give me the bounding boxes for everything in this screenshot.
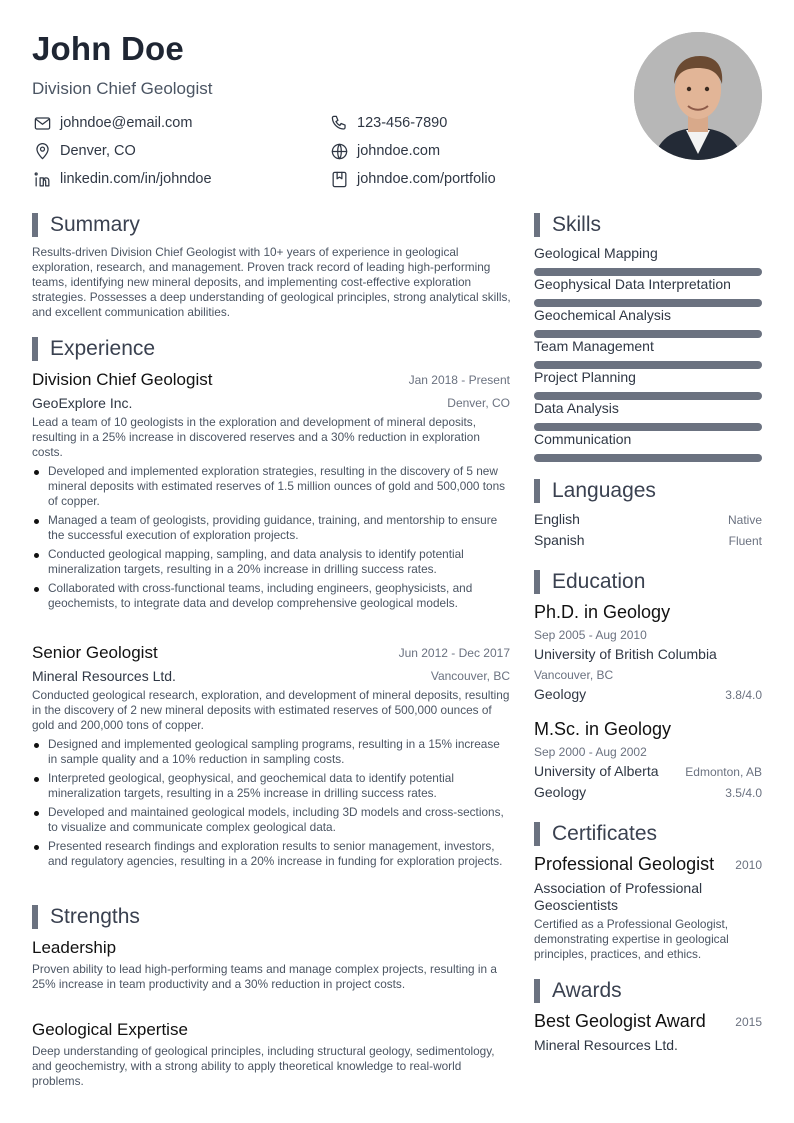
contact-portfolio[interactable]: [329, 169, 496, 189]
certificate-year: 2010: [735, 858, 762, 872]
list-item: [32, 581, 512, 611]
edu-field-row: [534, 686, 762, 702]
edu-location: Vancouver, BC: [534, 668, 614, 682]
edu-dates: Sep 2000 - Aug 2002: [534, 745, 647, 759]
candidate-headline: Division Chief Geologist: [32, 79, 213, 98]
job-dates: Jun 2012 - Dec 2017: [398, 646, 510, 660]
linkedin-icon: [32, 169, 52, 189]
envelope-icon: [32, 113, 52, 133]
awards-heading-text: Awards: [552, 979, 622, 1002]
bullet-dot: [34, 743, 39, 748]
edu-degree: Ph.D. in Geology: [534, 602, 671, 622]
strengths-heading: [32, 904, 140, 930]
strength-title: Geological Expertise: [32, 1020, 188, 1039]
skill-bar: [534, 361, 762, 369]
skill-item: [534, 431, 762, 462]
certificate-title: Professional Geologist: [534, 854, 715, 874]
bullet-text: Developed and implemented exploration strategies, resulting in the discovery of 5 new mineral deposits with estimated reserves of 1.5 million ounces of gold and 500,000 tons of copper.: [48, 464, 506, 508]
skill-bar: [534, 268, 762, 276]
edu-school: University of Alberta: [534, 763, 659, 779]
bullet-dot: [34, 553, 39, 558]
language-name: Spanish: [534, 532, 585, 548]
strength-text: Proven ability to lead high-performing teams and manage complex projects, resulting in a 25% increase in team productivity and a 30% reduction in project costs.: [32, 962, 497, 991]
skill-label: Project Planning: [534, 369, 636, 385]
skill-item: [534, 307, 762, 338]
list-item: [32, 547, 512, 577]
award-issuer: Mineral Resources Ltd.: [534, 1037, 678, 1053]
skill-item: [534, 369, 762, 400]
experience-heading: [32, 336, 155, 362]
globe-icon: [329, 141, 349, 161]
language-name: English: [534, 511, 580, 527]
certificates-heading: [534, 821, 657, 847]
skill-item: [534, 245, 762, 276]
skill-bar: [534, 392, 762, 400]
skill-bar: [534, 454, 762, 462]
contact-email[interactable]: [32, 113, 192, 133]
bullet-text: Conducted geological mapping, sampling, and data analysis to identify potential mineralization targets, resulting in a 20% increase in drilling success rates.: [48, 547, 464, 576]
skill-bar-fill: [534, 330, 762, 338]
skill-item: [534, 338, 762, 369]
language-level: Fluent: [728, 534, 762, 548]
job-bullets: [32, 464, 512, 615]
bullet-dot: [34, 587, 39, 592]
heading-accent-bar: [534, 479, 540, 503]
skill-bar-fill: [534, 423, 762, 431]
contact-phone-text: 123-456-7890: [357, 115, 448, 131]
profile-photo-figure: [634, 32, 762, 160]
strengths-heading-text: Strengths: [50, 905, 140, 928]
phone-icon: [329, 113, 349, 133]
contact-website-text: johndoe.com: [357, 143, 441, 159]
job-dates: Jan 2018 - Present: [408, 373, 510, 387]
list-item: [32, 513, 512, 543]
bullet-dot: [34, 845, 39, 850]
certificates-heading-text: Certificates: [552, 822, 658, 845]
edu-degree: M.Sc. in Geology: [534, 719, 672, 739]
heading-accent-bar: [534, 213, 540, 237]
list-item: [32, 464, 512, 509]
bullet-dot: [34, 811, 39, 816]
contact-location: [32, 141, 136, 161]
list-item: [32, 771, 512, 801]
experience-heading-text: Experience: [50, 337, 156, 360]
contact-linkedin-text: linkedin.com/in/johndoe: [60, 171, 212, 187]
strength-text: Deep understanding of geological principles, including structural geology, sedimentology, and geochemistry, with a strong ability to apply theoretical knowledge to real-world problems.: [32, 1044, 495, 1088]
summary-heading: [32, 212, 140, 238]
profile-photo: [634, 32, 762, 160]
bullet-text: Developed and maintained geological models, including 3D models and cross-sections, to visualize and communicate complex geological data.: [48, 805, 504, 834]
contact-email-text: johndoe@email.com: [60, 115, 193, 131]
bullet-text: Interpreted geological, geophysical, and geochemical data to identify potential mineralization targets, resulting in a 25% increase in drilling success rates.: [48, 771, 454, 800]
contact-phone[interactable]: [329, 113, 447, 133]
edu-school-row: [534, 763, 762, 779]
edu-gpa: 3.8/4.0: [725, 688, 762, 702]
candidate-name: John Doe: [32, 30, 184, 67]
edu-school-row: [534, 646, 762, 662]
language-item: [534, 532, 762, 548]
education-heading-text: Education: [552, 570, 646, 593]
edu-dates: Sep 2005 - Aug 2010: [534, 628, 647, 642]
heading-accent-bar: [32, 213, 38, 237]
edu-field: Geology: [534, 784, 587, 800]
award-title: Best Geologist Award: [534, 1011, 706, 1031]
heading-accent-bar: [32, 337, 38, 361]
bullet-text: Designed and implemented geological sampling programs, resulting in a 15% increase in sample quality and a 10% reduction in sampling costs.: [48, 737, 500, 766]
language-level: Native: [727, 513, 762, 527]
skill-bar-fill: [534, 392, 762, 400]
skill-label: Team Management: [534, 338, 654, 354]
awards-heading: [534, 978, 622, 1004]
certificate-description: Certified as a Professional Geologist, demonstrating expertise in geological principles, practices, and ethics.: [534, 917, 729, 961]
job-title: Senior Geologist: [32, 643, 158, 662]
job-location: Vancouver, BC: [430, 669, 510, 683]
job-description: Conducted geological research, exploration, and development of mineral deposits, resulting in the discovery of 2 new mineral deposits with estimated reserves of 500,000 ounces of gold and 200,000 tons of copper.: [32, 688, 510, 732]
bullet-text: Managed a team of geologists, providing guidance, training, and mentorship to ensure the successful execution of exploration projects.: [48, 513, 498, 542]
bullet-dot: [34, 519, 39, 524]
edu-field-row: [534, 784, 762, 800]
job-title: Division Chief Geologist: [32, 370, 213, 389]
skill-bar: [534, 299, 762, 307]
skill-bar-fill: [534, 299, 762, 307]
bullet-text: Presented research findings and exploration results to senior management, investors, and regulatory agencies, resulting in a 20% increase in funding for exploration projects.: [48, 839, 503, 868]
certificate-issuer: Association of Professional Geoscientists: [534, 880, 703, 913]
list-item: [32, 737, 512, 767]
job-company: GeoExplore Inc.: [32, 395, 133, 411]
skill-label: Geochemical Analysis: [534, 307, 671, 323]
language-item: [534, 511, 762, 527]
job-description: Lead a team of 10 geologists in the exploration and development of mineral deposits, resulting in a 25% increase in discovered reserves and a 30% reduction in exploration costs.: [32, 415, 480, 459]
award-year: 2015: [735, 1015, 762, 1029]
summary-heading-text: Summary: [50, 213, 140, 236]
edu-location: Edmonton, AB: [685, 765, 762, 779]
heading-accent-bar: [534, 570, 540, 594]
languages-heading: [534, 478, 656, 504]
strength-title: Leadership: [32, 938, 117, 957]
job-location: Denver, CO: [447, 396, 510, 410]
contact-location-text: Denver, CO: [60, 143, 136, 159]
job-bullets: [32, 737, 512, 873]
languages-heading-text: Languages: [552, 479, 656, 502]
bullet-text: Collaborated with cross-functional teams, including engineers, geophysicists, and geochemists, to integrate data and develop comprehensive geological models.: [48, 581, 473, 610]
education-heading: [534, 569, 645, 595]
edu-school: University of British Columbia: [534, 646, 717, 662]
heading-accent-bar: [534, 822, 540, 846]
map-pin-icon: [32, 141, 52, 161]
job-company: Mineral Resources Ltd.: [32, 668, 176, 684]
skills-heading: [534, 212, 601, 238]
skill-bar-fill: [534, 361, 762, 369]
contact-linkedin[interactable]: [32, 169, 212, 189]
skill-bar-fill: [534, 454, 762, 462]
bullet-dot: [34, 470, 39, 475]
skill-label: Geophysical Data Interpretation: [534, 276, 731, 292]
heading-accent-bar: [32, 905, 38, 929]
skill-label: Communication: [534, 431, 632, 447]
bullet-dot: [34, 777, 39, 782]
list-item: [32, 839, 512, 869]
edu-gpa: 3.5/4.0: [725, 786, 762, 800]
summary-text: Results-driven Division Chief Geologist with 10+ years of experience in geological exploration, research, and management. Proven track record of leading high-performing teams, identifying new mineral deposits, and implementing cost-effective exploration strategies. Possesses a deep understanding of geological principles, strong analytical skills, and excellent communication abilities.: [32, 245, 511, 319]
skills-heading-text: Skills: [552, 213, 602, 236]
skill-bar: [534, 330, 762, 338]
skill-label: Geological Mapping: [534, 245, 658, 261]
skill-item: [534, 276, 762, 307]
bookmark-icon: [329, 169, 349, 189]
skill-bar-fill: [534, 268, 762, 276]
skill-label: Data Analysis: [534, 400, 619, 416]
contact-website[interactable]: [329, 141, 440, 161]
edu-field: Geology: [534, 686, 587, 702]
skill-item: [534, 400, 762, 431]
contact-portfolio-text: johndoe.com/portfolio: [357, 171, 496, 187]
heading-accent-bar: [534, 979, 540, 1003]
skill-bar: [534, 423, 762, 431]
list-item: [32, 805, 512, 835]
